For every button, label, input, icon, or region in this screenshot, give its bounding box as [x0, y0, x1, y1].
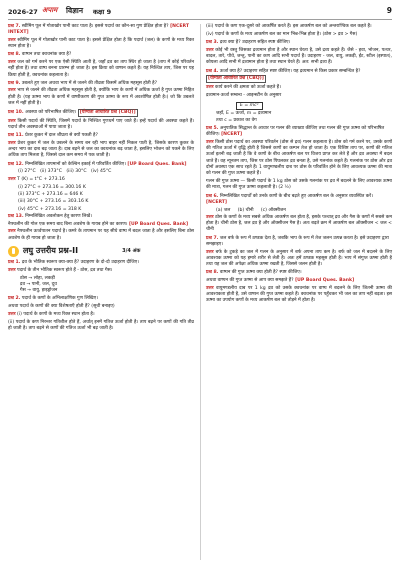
- question-11: प्रश्न 11. प्रेशर कुकर में दाल शीघ्रता से क्यों पकती है?: [8, 133, 98, 139]
- short-question-8: प्रश्न 8. वाष्पन की गुप्त ऊष्मा क्या होती है? स्पष्ट कीजिए।: [206, 270, 302, 276]
- question-9: प्रश्न 9. उबलते हुए जल अथवा भाप में से जलने की तीव्रता किसमें अधिक महसूस होती है?: [8, 80, 158, 86]
- latent-heat-note: गलन की गुप्त ऊष्मा — किसी पदार्थ के 1 kg ठोस को उसके गलनांक पर द्रव में बदलने के लिए आवश्यक ऊष्मा की मात्रा, गलन की गुप्त ऊष्मा कहलाती है। (2 ½): [206, 179, 392, 191]
- question-8: प्रश्न 8. वाष्पन तथा क्वथनांक क्या है?: [8, 52, 72, 58]
- figure-row: ठोस → लोहा, लकड़ी: [20, 275, 55, 281]
- answer-2-item-3: (iii) पदार्थ के कण एक-दूसरे को आकर्षित करते हैं। इस आकर्षण बल को अन्तराण्विक बल कहते हैं।: [206, 24, 372, 29]
- short-question-6: प्रश्न 6. निम्नलिखित पदार्थों को उनके कणों के बीच बढ़ते हुए आकर्षण बल के अनुसार व्यवस्थित करें। [NCERT]: [206, 193, 373, 205]
- answer-10: उत्तर किसी पदार्थ की स्थिति, जिसमें पदार्थ के निश्चित गुणधर्म पाए जाते हैं। इन्हें पदार्थ की अवस्था कहते हैं। पदार्थ तीन अवस्थाओं में पाया जाता है।: [8, 118, 194, 131]
- short-answer-8: उत्तर वायुमण्डलीय दाब पर 1 kg द्रव को उसके क्वथनांक पर वाष्प में बदलने के लिए जितनी ऊष्मा की आवश्यकता होती है, उसे वाष्पन की गुप्त ऊष्मा कहते हैं। क्वथनांक पर पहुँचकर भी जल का ताप नहीं बढ़ता। इस ऊष्मा का उपयोग कणों के मध्य आकर्षण बल को तोड़ने में होता है।: [206, 285, 392, 304]
- conversion-line-1: (i) 27°C + 273.16 = 300.16 K: [18, 184, 86, 190]
- right-column: [206, 24, 392, 306]
- question-13: प्रश्न 13. निम्नलिखित अवलोकन हेतु कारण लिखें।: [8, 213, 92, 219]
- answer-13: उत्तर नैफ्थलीन ऊर्ध्वपातन पदार्थ है। कमरे के तापमान पर यह सीधे वाष्प में बदल जाता है और इसलिए बिना ठोस अवशेष के ही गायब हो जाता है।: [8, 229, 194, 241]
- section-header: [8, 246, 194, 257]
- question-7: प्रश्न 7. स्वीमिंग पूल में गोताखोर पानी काट पाता है। इससे पदार्थ का कौन-सा गुण प्रेक्षित होता है? [NCERT INTEXT]: [8, 24, 189, 36]
- short-answer-2-cont: (ii) पदार्थ के कण निरन्तर गतिशील होते हैं, अर्थात् इनमें गतिज ऊर्जा होती है। ताप बढ़ने पर कणों की गति तीव्र हो जाती है। ताप बढ़ने से कणों की गतिज ऊर्जा भी बढ़ जाती है।: [8, 319, 194, 332]
- class-label: कक्षा 9: [93, 8, 112, 16]
- short-answer-6: उत्तर ठोस के कणों के मध्य सबसे अधिक आकर्षण बल होता है, इसके पश्चात् द्रव और गैस के कणों में सबसे कम होता है। चीनी ठोस है, जल द्रव है और ऑक्सीजन गैस है। अतः बढ़ते क्रम में आकर्षण बल ऑक्सीजन < जल < चीनी: [206, 214, 392, 233]
- short-question-3: प्रश्न 3. द्रव्य क्या है? उदाहरण सहित स्पष्ट कीजिए।: [206, 40, 291, 46]
- page-header: [8, 6, 392, 20]
- short-question-8-alt: अथवा वाष्पन की गुप्त ऊष्मा से आप क्या समझते हैं? [UP Board Ques. Bank]: [206, 277, 355, 283]
- question-6-items: (a) जल (b) चीनी (c) ऑक्सीजन: [216, 207, 286, 213]
- question-12: प्रश्न 12. निम्नलिखित तापमानों को केल्विन इकाई में परिवर्तित कीजिए। [UP Board Ques. Bank]: [8, 161, 187, 167]
- short-answer-3: उत्तर कोई भी वस्तु जिसका द्रव्यमान होता है और स्थान घेरता है, उसे द्रव्य कहते हैं। जैसे - हवा, भोजन, पत्थर, बादल, तारे, पौधे, जन्तु, पानी का कण आदि सभी पदार्थ हैं। उदाहरण - जल, वायु, लकड़ी, ईंट, स्टील (इस्पात), कोयला आदि सभी में द्रव्यमान होता है तथा स्थान घेरते हैं। अत: सभी द्रव्य हैं।: [206, 47, 392, 66]
- question-10: प्रश्न 10. अवस्था को परिभाषित कीजिए। [योग्यता आधारित प्रश्न (CBQ)]: [8, 109, 194, 117]
- answer-8: उत्तर जल को गर्म करने पर एक ऐसी स्थिति आती है, जहाँ द्रव का ताप स्थिर हो जाता है (ताप में कोई परिवर्तन नहीं होता है) तथा वाष्प बनना प्रारम्भ हो जाता है। इस क्रिया को वाष्पन कहते हैं। यह निश्चित ताप, जिस पर यह क्रिया होती है, क्वथनांक कहलाता है।: [8, 60, 194, 78]
- section-marks: 3/4 अंक: [122, 248, 141, 255]
- short-question-2: प्रश्न 2. पदार्थ के कणों के अभिलाक्षणिक गुण लिखिए।: [8, 296, 98, 302]
- column-divider: [200, 24, 201, 560]
- mass-energy-relation: द्रव्यमान-ऊर्जा सम्बन्ध - आइन्स्टीन के अनुसार: [206, 92, 282, 98]
- formula-legend-1: जहाँ, E = ऊर्जा, m = द्रव्यमान: [216, 111, 272, 117]
- section-title: लघु उत्तरीय प्रश्न-II: [23, 246, 79, 256]
- short-answer-5: उत्तर किसी ठोस पदार्थ का अवस्था परिवर्तन (ठोस से द्रव) गलन कहलाता है। ठोस को गर्म करने पर, उसके कणों की गतिज ऊर्जा में वृद्धि होती है जिससे कणों का कम्पन तेज हो जाता है। एक विशिष्ट ताप पर, कणों की गतिज ऊर्जा इतनी बढ़ जाती है कि वे कणों के बीच आकर्षण बल पर विजय प्राप्त कर लेते हैं और द्रव अवस्था में बदल जाते हैं। वह न्यूनतम ताप, जिस पर ठोस पिघलकर द्रव बनता है, उसे गलनांक कहते हैं। गलनांक पर ठोस और द्रव दोनों अवस्था एक साथ रहते हैं। 1 वायुमण्डलीय दाब पर ठोस के परिवर्तित होने के लिए आवश्यक ऊष्मा की मात्रा को गलन की गुप्त ऊष्मा कहते हैं।: [206, 139, 392, 177]
- figure-row: द्रव → पानी, जल, दूध: [20, 281, 57, 287]
- conversion-line-2: (ii) 373°C + 273.16 = 646 K: [18, 191, 83, 197]
- header-rule: [8, 19, 392, 20]
- figure-row: गैस → वायु, हाइड्रोजन: [20, 288, 58, 294]
- short-question-5: प्रश्न 5. अनुपातिक सिद्धान्त के आधार पर गलन की व्याख्या कीजिए तथा गलन की गुप्त ऊष्मा को परिभाषित कीजिए। [NCERT]: [206, 125, 385, 137]
- short-question-1: प्रश्न 1. द्रव के भौतिक स्वरूप क्या-क्या है? उदाहरण के दो-दो उदाहरण दीजिए।: [8, 259, 139, 265]
- conversion-line-3: (iii) 30°C + 273.16 = 303.16 K: [18, 199, 89, 205]
- short-question-4: प्रश्न 4. ऊर्जा क्या है? उदाहरण सहित स्पष्ट कीजिए। यह द्रव्यमान से किस प्रकार सम्बन्धित है? [योग्यता आधारित प्रश्न (CBQ)]: [206, 69, 392, 84]
- short-question-7: प्रश्न 7. जल बर्फ के रूप में ठण्डक देता है, जबकि भाप के रूप में तेज जलन उत्पन्न करता है। इसे उदाहरण द्वारा समझाइए।: [206, 235, 389, 247]
- short-answer-7: उत्तर बर्फ के टुकड़े का जल में गलन के अनुसार में बर्फ अपना ताप कम है। बर्फ को जल में बदलने के लिए आवश्यक ऊष्मा को यह हमारे शरीर से लेती है। अतः हमें ठण्डक महसूस होती है। भाप में संगुप्त ऊष्मा होती है तथा यह जल की अपेक्षा अधिक ऊष्मा रखती है, जिससे जलन होती है।: [206, 249, 392, 268]
- year-label: 2026-27: [8, 8, 38, 16]
- question-13-detail: नैफ्थलीन की गोल एक समय बाद बिना अवशेष के गायब होने का कारण। [UP Board Ques. Bank]: [8, 221, 189, 227]
- conversion-items: (i) 27°C (ii) 373°C (iii) 30°C (iv) 45°C: [18, 169, 112, 175]
- einstein-formula: E = mc²: [236, 102, 263, 110]
- states-figure: [20, 276, 194, 295]
- answer-9: उत्तर भाप से जलने की तीव्रता अधिक महसूस होती है, क्योंकि भाप के कणों में अधिक ऊर्जा है गुप्त ऊष्मा निहित होती है। (यह ऊष्मा भाप के कणों में वाष्पीकरण की गुप्त ऊष्मा के रूप में अवशोषित होती है।) जो कि उबलते जल में नहीं होती है।: [8, 88, 194, 107]
- short-answer-2: उत्तर (i) पदार्थ के कणों के मध्य रिक्त स्थान होता है।: [8, 311, 95, 317]
- answer-7: उत्तर स्वीमिंग पूल में गोताखोर पानी काट पाता है। इससे प्रेक्षित होता है कि पदार्थ (जल) के कणों के मध्य रिक्त स्थान होता है।: [8, 37, 194, 50]
- brand-logo: अपाम: [42, 6, 58, 14]
- bulb-icon: [8, 246, 19, 257]
- short-answer-1: उत्तर पदार्थ के तीन भौतिक स्वरूप होते हैं - ठोस, द्रव तथा गैस।: [8, 267, 113, 273]
- left-column: [8, 24, 194, 334]
- answer-12: उत्तर T (K) = t°C + 273.16: [8, 176, 65, 182]
- page-number: 9: [386, 6, 392, 15]
- formula-legend-2: तथा c = प्रकाश का वेग: [216, 118, 257, 124]
- answer-2-item-4: (iv) पदार्थ के कणों के मध्य आकर्षण बल का मान भिन्न-भिन्न होता है। (ठोस > द्रव > गैस): [206, 32, 358, 38]
- subject-title: विज्ञान: [66, 6, 84, 15]
- short-answer-4: उत्तर कार्य करने की क्षमता को ऊर्जा कहते हैं।: [206, 84, 281, 90]
- conversion-line-4: (iv) 45°C + 273.16 = 318 K: [18, 206, 82, 212]
- answer-11: उत्तर प्रेशर कुकर में जल के उबलने के समय बन रही भाप बाहर नहीं निकल पाती है, जिसके कारण कुकर के अन्दर भाप का दाब बढ़ जाता है। दाब बढ़ने से जल का क्वथनांक बढ़ जाता है, इसलिए भोजन को पकने के लिए अधिक ताप मिलता है, जिससे दाल कम समय में पक जाती है।: [8, 140, 194, 159]
- short-question-2-alt: अथवा पदार्थ के कणों की क्या विशेषताएँ होती हैं? (सूची बनाइए): [8, 304, 115, 310]
